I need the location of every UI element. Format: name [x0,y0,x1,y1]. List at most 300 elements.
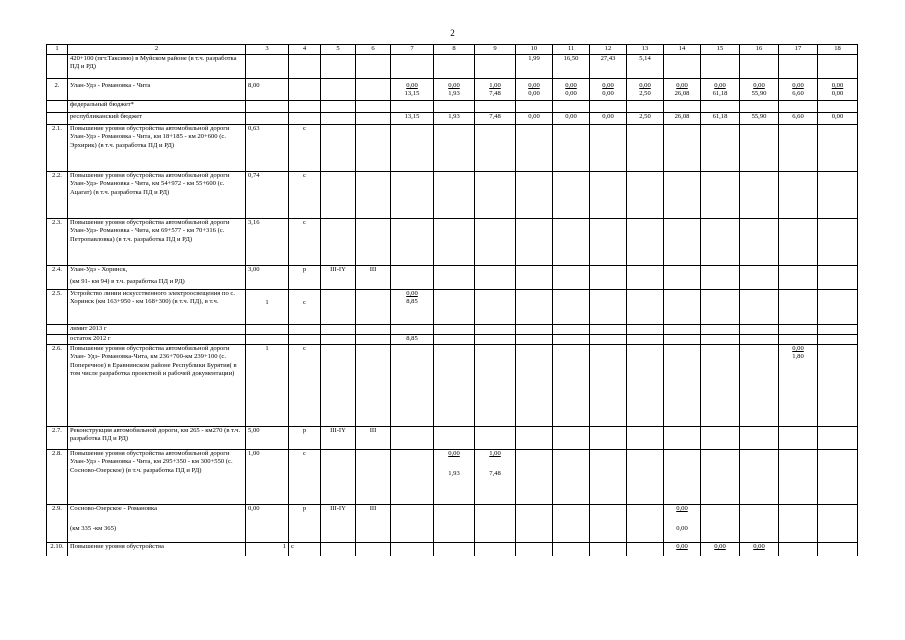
value-bottom: 0,00 [565,90,577,98]
table-cell [590,543,627,556]
table-cell [818,427,858,450]
table-row [47,101,858,113]
table-cell [289,335,321,345]
table-cell [701,290,740,325]
table-cell [701,266,740,290]
table-cell [627,125,664,172]
table-cell [516,335,553,345]
table-cell [701,325,740,335]
table-cell [391,345,434,427]
table-cell [553,450,590,505]
value-cell [779,345,818,427]
table-cell [701,427,740,450]
table-cell [391,325,434,335]
table-cell [434,427,475,450]
table-cell [356,219,391,266]
table-cell [627,427,664,450]
length-cell: 3,00 [246,266,289,290]
row-index: 2.5. [47,290,68,325]
table-cell [321,113,356,125]
length-cell: 1 [246,290,289,325]
type-cell: с [289,543,321,556]
table-cell [664,335,701,345]
table-cell [740,219,779,266]
value-top: 0,00 [448,82,460,89]
table-cell [434,266,475,290]
table-cell [818,325,858,335]
table-cell [701,219,740,266]
header-cell: 16 [740,45,779,55]
table-cell [356,172,391,219]
table-cell [627,219,664,266]
header-cell: 4 [289,45,321,55]
table-cell [740,125,779,172]
table-cell [779,219,818,266]
table-cell [516,290,553,325]
table-cell [47,335,68,345]
value-cell [590,79,627,101]
value-top: 0,00 [792,345,804,352]
value-bottom: 1,80 [792,353,804,361]
table-cell [356,113,391,125]
table-row [47,290,858,325]
length-cell: 1 [246,543,289,556]
table-row [47,219,858,266]
type-cell: р [289,266,321,290]
value-cell [516,79,553,101]
row-description [68,266,246,290]
length-cell: 0,74 [246,172,289,219]
table-cell [701,335,740,345]
table-cell [356,450,391,505]
table-cell [818,172,858,219]
table-cell [779,55,818,79]
value-bottom: 1,93 [448,470,460,478]
table-cell [627,172,664,219]
type-cell: с [289,125,321,172]
table-cell [321,55,356,79]
table-cell [553,335,590,345]
table-cell [289,325,321,335]
table-cell [740,505,779,543]
table-cell [664,290,701,325]
table-cell [740,266,779,290]
table-cell [740,345,779,427]
value-bottom: 0,00 [602,90,614,98]
table-cell [818,450,858,505]
table-cell [701,450,740,505]
value-bottom: 55,90 [751,90,767,98]
value-top: 0,00 [448,450,460,457]
value-top: 0,00 [602,82,614,89]
table-cell [740,55,779,79]
table-cell [590,266,627,290]
value-bottom: 0,00 [676,525,688,533]
value-cell: 26,08 [664,113,701,125]
table-cell [321,79,356,101]
table-cell [818,543,858,556]
road-section: (км 91- км 94) в т.ч. разработка ПД и РД) [70,278,185,286]
header-cell: 8 [434,45,475,55]
value-cell: 16,50 [553,55,590,79]
table-cell [246,113,289,125]
table-cell [516,219,553,266]
table-cell [289,101,321,113]
table-cell [664,266,701,290]
header-cell: 3 [246,45,289,55]
row-description: федеральный бюджет* [68,101,246,113]
table-cell [321,172,356,219]
value-cell: 0,00 [740,543,779,556]
value-top: 0,00 [565,82,577,89]
value-cell: 55,90 [740,113,779,125]
table-cell [740,290,779,325]
table-cell [434,543,475,556]
table-cell [779,172,818,219]
table-cell [701,125,740,172]
header-cell: 17 [779,45,818,55]
table-cell [47,113,68,125]
length-cell: 8,00 [246,79,289,101]
table-cell [818,505,858,543]
table-cell [475,325,516,335]
value-bottom: 0,00 [831,90,844,98]
table-cell [47,101,68,113]
length-cell: 0,00 [246,505,289,543]
value-bottom: 13,15 [404,90,420,98]
table-row [47,79,858,101]
table-row [47,266,858,290]
value-cell: 5,14 [627,55,664,79]
table-cell [475,55,516,79]
value-top: 0,00 [831,82,844,89]
value-cell: 0,00 [553,113,590,125]
table-cell [590,219,627,266]
value-cell [664,79,701,101]
table-cell [701,55,740,79]
table-cell [701,101,740,113]
table-cell [475,101,516,113]
table-cell [475,266,516,290]
row-description: республиканский бюджет [68,113,246,125]
table-row [47,113,858,125]
value-cell [553,79,590,101]
table-cell [356,79,391,101]
table-cell [475,290,516,325]
table-cell [356,101,391,113]
table-cell [664,172,701,219]
row-index: 2.10. [47,543,68,556]
table-cell [434,345,475,427]
header-cell: 1 [47,45,68,55]
table-cell [818,219,858,266]
type-cell: с [289,172,321,219]
row-description: Повышение уровня обустройства автомобильной дороги Улан-Удэ- Романовка - Чита, км 69+577 - км 70+316 (с. Петропавловка) (в т.ч. разработка ПД и РД) [68,219,246,266]
table-cell [627,505,664,543]
table-cell [590,335,627,345]
table-cell [516,325,553,335]
table-cell [590,125,627,172]
row-description: Повышение уровня обустройства автомобильной дороги Улан-Удэ - Романовка - Чита, км 18+185 - км 20+600 (с. Эрхирик) (в т.ч. разработка ПД и РД) [68,125,246,172]
table-cell [627,325,664,335]
header-cell: 12 [590,45,627,55]
value-bottom: 6,60 [792,90,804,98]
table-cell [818,335,858,345]
row-index: 2.4. [47,266,68,290]
table-cell [356,335,391,345]
table-cell [356,125,391,172]
table-cell [391,450,434,505]
value-cell [391,290,434,325]
table-cell [553,427,590,450]
header-cell: 11 [553,45,590,55]
table-cell [818,55,858,79]
row-description: Повышение уровня обустройства автомобильной дороги Улан-Удэ- Романовка - Чита, км 54+972 - км 55+600 (с. Ацагат) (в т.ч. разработка ПД и РД) [68,172,246,219]
table-cell [627,290,664,325]
table-row [47,543,858,556]
value-bottom: 26,08 [674,90,690,98]
table-cell [553,543,590,556]
table-cell [740,101,779,113]
table-cell [740,427,779,450]
table-cell [475,543,516,556]
length-cell: 0,63 [246,125,289,172]
value-bottom: 7,48 [489,470,501,478]
table-cell [664,125,701,172]
table-cell [740,172,779,219]
table-cell [246,335,289,345]
table-cell [701,345,740,427]
value-top: 0,00 [406,290,418,297]
table-cell [818,290,858,325]
value-cell: 7,48 [475,113,516,125]
header-cell: 6 [356,45,391,55]
table-row [47,505,858,543]
table-cell [321,325,356,335]
table-cell [391,172,434,219]
table-cell [434,325,475,335]
table-cell [516,125,553,172]
value-top: 0,00 [753,82,765,89]
table-cell [553,219,590,266]
table-cell [553,266,590,290]
row-description: Повышение уровня обустройства автомобильной дороги Улан-Удэ - Романовка - Чита, км 295+350 - км 300+550 (с. Сосново-Озерское) (в т.ч. разработка ПД и РД) [68,450,246,505]
table-row [47,335,858,345]
table-cell [553,345,590,427]
value-cell [434,79,475,101]
table-cell [356,543,391,556]
value-cell: 13,15 [391,113,434,125]
table-row [47,172,858,219]
type-cell: с [289,290,321,325]
row-description: остаток 2012 г [68,335,246,345]
column-number-row [47,45,858,55]
header-cell: 18 [818,45,858,55]
table-cell [434,219,475,266]
type-cell: с [289,219,321,266]
length-cell: 1 [246,345,289,427]
value-cell: 0,00 [664,543,701,556]
table-cell [779,335,818,345]
row-description: Устройство линии искусственного электроосвещения по с. Хоринск (км 163+950 - км 168+300) (в т.ч. ПД), в т.ч. [68,290,246,325]
table-cell [590,505,627,543]
table-cell [779,266,818,290]
table-cell [47,325,68,335]
table-cell [475,125,516,172]
value-cell: 27,43 [590,55,627,79]
table-cell [475,335,516,345]
table-cell [664,427,701,450]
value-top: 0,00 [406,82,418,89]
value-top: 1,00 [489,82,501,89]
value-cell [818,79,858,101]
table-cell [289,79,321,101]
table-cell [590,325,627,335]
value-cell: 1,99 [516,55,553,79]
class-cell: III [356,427,391,450]
table-cell [391,505,434,543]
table-cell [553,290,590,325]
table-cell [590,345,627,427]
table-cell [475,427,516,450]
table-cell [740,335,779,345]
table-cell [321,345,356,427]
row-description: 420+100 (пгт.Таксимо) в Муйском районе (в т.ч. разработка ПД и РД) [68,55,246,79]
header-cell: 14 [664,45,701,55]
table-cell [627,335,664,345]
table-cell [553,125,590,172]
table-cell [779,543,818,556]
row-description: Повышение уровня обустройства [68,543,246,556]
table-cell [779,450,818,505]
table-cell [516,172,553,219]
table-cell [246,325,289,335]
table-cell [356,55,391,79]
table-row [47,427,858,450]
table-cell [434,335,475,345]
value-cell [391,79,434,101]
row-description: лимит 2013 г [68,325,246,335]
table-cell [321,101,356,113]
table-cell [516,543,553,556]
table-cell [356,345,391,427]
value-cell: 61,18 [701,113,740,125]
category-cell: III-IY [321,505,356,543]
table-cell [590,427,627,450]
table-cell [627,543,664,556]
table-cell [779,325,818,335]
table-cell [475,219,516,266]
table-cell [553,172,590,219]
header-cell: 9 [475,45,516,55]
table-cell [516,450,553,505]
table-cell [779,101,818,113]
table-cell [321,219,356,266]
row-index: 2.2. [47,172,68,219]
table-cell [701,505,740,543]
value-cell [664,505,701,543]
header-cell: 13 [627,45,664,55]
type-cell: с [289,450,321,505]
value-cell: 0,00 [516,113,553,125]
value-top: 0,00 [714,82,726,89]
table-cell [779,505,818,543]
value-top: 0,00 [676,505,688,512]
table-cell [321,450,356,505]
row-description: Повышение уровня обустройства автомобильной дороги Улан- Удэ- Романовка-Чита, км 236+700-км 239+100 (с. Поперечное) в Еравнинском районе Республики Бурятия( в том числе разработка проектной и рабочей документации) [68,345,246,427]
table-cell [391,101,434,113]
table-cell [289,113,321,125]
value-cell [627,79,664,101]
row-index: 2.1. [47,125,68,172]
table-cell [779,290,818,325]
table-cell [356,290,391,325]
table-cell [475,172,516,219]
road-name: Сосново-Озерское - Романовка [70,505,158,512]
length-cell: 1,00 [246,450,289,505]
table-cell [664,345,701,427]
value-top: 0,00 [676,82,688,89]
table-cell [590,450,627,505]
table-cell [627,101,664,113]
table-cell [779,125,818,172]
table-cell [321,290,356,325]
row-index: 2.7. [47,427,68,450]
table-row [47,325,858,335]
table-cell [321,335,356,345]
table-cell [553,325,590,335]
value-top: 0,00 [639,82,651,89]
header-cell: 15 [701,45,740,55]
table-cell [590,101,627,113]
table-cell [516,345,553,427]
value-cell [779,79,818,101]
table-cell [627,450,664,505]
table-cell [664,450,701,505]
table-row [47,55,858,79]
table-cell [818,125,858,172]
value-cell [740,79,779,101]
table-cell [391,266,434,290]
value-cell: 0,00 [818,113,858,125]
table-cell [627,345,664,427]
table-cell [553,101,590,113]
table-row [47,345,858,427]
value-cell: 0,00 [590,113,627,125]
table-cell [391,543,434,556]
value-cell [701,79,740,101]
row-index: 2. [47,79,68,101]
header-cell: 10 [516,45,553,55]
table-cell [590,172,627,219]
value-cell [434,450,475,505]
table-cell [321,125,356,172]
table-cell [391,55,434,79]
class-cell: III [356,505,391,543]
page-number: 2 [450,28,455,38]
table-cell [664,219,701,266]
category-cell: III-IY [321,266,356,290]
header-cell: 5 [321,45,356,55]
table-cell [246,101,289,113]
table-cell [434,172,475,219]
type-cell: р [289,427,321,450]
value-bottom: 8,85 [406,298,418,306]
value-cell [475,450,516,505]
table-row [47,450,858,505]
value-top: 0,00 [528,82,540,89]
table-cell [590,290,627,325]
